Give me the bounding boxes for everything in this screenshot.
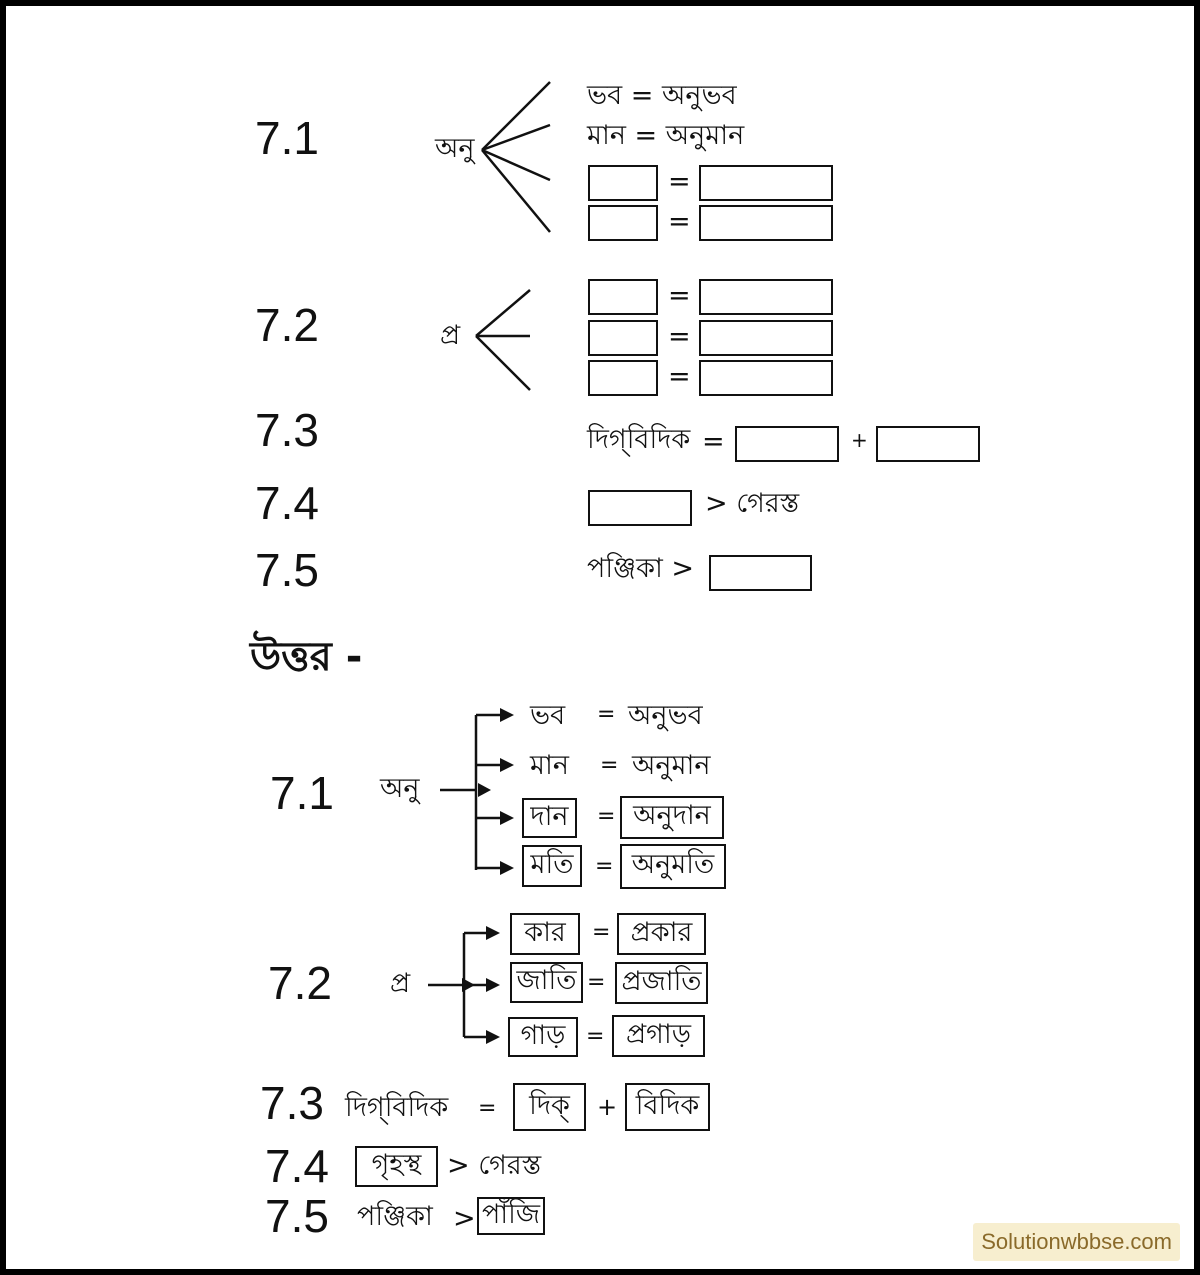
blank-box[interactable] bbox=[699, 320, 833, 356]
equals-sign: = bbox=[595, 854, 614, 879]
blank-box[interactable] bbox=[588, 279, 658, 315]
arrowheads bbox=[462, 708, 514, 1044]
question-number: 7.2 bbox=[255, 299, 319, 351]
question-number: 7.3 bbox=[255, 404, 319, 456]
answer-number: 7.5 bbox=[265, 1190, 329, 1242]
branch-line bbox=[476, 336, 530, 390]
word: পঞ্জিকা > bbox=[587, 553, 695, 584]
answer-number: 7.2 bbox=[268, 957, 332, 1009]
answer-box: গৃহস্থ bbox=[355, 1146, 438, 1187]
equals-sign: = bbox=[597, 804, 616, 829]
blank-box[interactable] bbox=[588, 165, 658, 201]
answer-box: দিক্ bbox=[513, 1083, 586, 1131]
answer-number: 7.4 bbox=[265, 1140, 329, 1192]
blank-box[interactable] bbox=[699, 205, 833, 241]
answer-box: অনুমতি bbox=[620, 844, 726, 889]
derived-word: অনুভব bbox=[628, 700, 703, 731]
equals-sign: = bbox=[668, 166, 691, 197]
plus-sign: + bbox=[851, 428, 868, 452]
example-row: ভব = অনুভব bbox=[587, 80, 737, 111]
answer-box: প্রকার bbox=[617, 913, 706, 955]
answer-box: প্রগাড় bbox=[612, 1015, 705, 1057]
word: > গেরস্ত bbox=[705, 488, 800, 519]
blank-box[interactable] bbox=[588, 205, 658, 241]
answer-number: 7.3 bbox=[260, 1077, 324, 1129]
equals-sign: = bbox=[597, 702, 616, 727]
answer-box: কার bbox=[510, 913, 580, 955]
equals-sign: = bbox=[587, 970, 606, 995]
equals-sign: = bbox=[600, 753, 619, 778]
branch-line bbox=[482, 150, 550, 232]
word: দিগ্‌বিদিক bbox=[345, 1092, 449, 1123]
equals-sign: = bbox=[668, 206, 691, 237]
word: > গেরস্ত bbox=[447, 1150, 542, 1181]
blank-box[interactable] bbox=[709, 555, 812, 591]
equals-sign: = bbox=[668, 361, 691, 392]
equals-sign: = bbox=[592, 920, 611, 945]
blank-box[interactable] bbox=[588, 320, 658, 356]
answer-box: গাড় bbox=[508, 1017, 578, 1057]
answer-box: জাতি bbox=[510, 962, 583, 1003]
question-number: 7.5 bbox=[255, 544, 319, 596]
blank-box[interactable] bbox=[588, 490, 692, 526]
equals-sign: = bbox=[668, 280, 691, 311]
word: দিগ্‌বিদিক bbox=[587, 424, 691, 455]
word: পঞ্জিকা bbox=[357, 1201, 433, 1232]
answer-box: দান bbox=[522, 798, 577, 838]
answer-heading: উত্তর - bbox=[250, 634, 363, 680]
equals-sign: = bbox=[478, 1096, 497, 1121]
root-word: ভব bbox=[530, 700, 566, 731]
branch-line bbox=[482, 150, 550, 180]
prefix: প্র bbox=[440, 320, 461, 351]
branch-line bbox=[482, 125, 550, 150]
equals-sign: = bbox=[668, 321, 691, 352]
equals-sign: = bbox=[702, 426, 725, 457]
derived-word: অনুমান bbox=[632, 750, 711, 781]
answer-box: প্রজাতি bbox=[615, 962, 708, 1004]
blank-box[interactable] bbox=[699, 165, 833, 201]
blank-box[interactable] bbox=[876, 426, 980, 462]
prefix: অনু bbox=[435, 133, 475, 164]
example-row: মান = অনুমান bbox=[587, 120, 745, 151]
branch-line bbox=[482, 82, 550, 150]
greater-than-sign: > bbox=[453, 1203, 476, 1234]
blank-box[interactable] bbox=[699, 279, 833, 315]
blank-box[interactable] bbox=[699, 360, 833, 396]
question-number: 7.4 bbox=[255, 477, 319, 529]
equals-sign: = bbox=[586, 1024, 605, 1049]
watermark: Solutionwbbse.com bbox=[973, 1223, 1180, 1261]
blank-box[interactable] bbox=[735, 426, 839, 462]
blank-box[interactable] bbox=[588, 360, 658, 396]
answer-box: মতি bbox=[522, 845, 582, 887]
prefix: অনু bbox=[380, 773, 420, 804]
answer-number: 7.1 bbox=[270, 767, 334, 819]
question-number: 7.1 bbox=[255, 112, 319, 164]
answer-box: পাঁজি bbox=[477, 1197, 545, 1235]
answer-box: বিদিক bbox=[625, 1083, 710, 1131]
root-word: মান bbox=[530, 750, 569, 781]
plus-sign: + bbox=[597, 1093, 618, 1121]
branch-line bbox=[476, 290, 530, 336]
answer-box: অনুদান bbox=[620, 796, 724, 839]
prefix: প্র bbox=[390, 968, 411, 999]
